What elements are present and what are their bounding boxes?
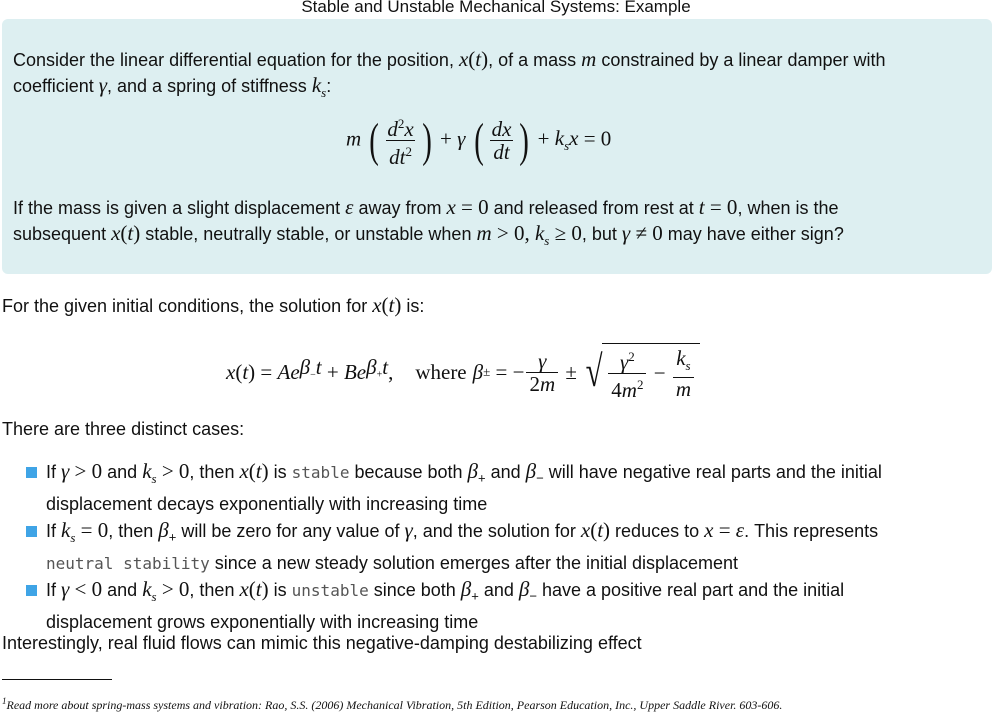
bullet-square-icon — [26, 526, 37, 537]
cases-heading: There are three distinct cases: — [2, 419, 245, 439]
cases-list — [26, 459, 956, 637]
question-line-2: subsequent x(t) stable, neutrally stable, or unstable when m > 0, $k_s \ge 0$, but γ ≠ 0 may have either sign? — [13, 221, 844, 249]
solution-intro: For the given initial conditions, the solution for x(t) is: — [2, 293, 425, 317]
list-item-neutral: If $k_s = 0$, then $\beta_+$ will be zero for any value of γ, and the solution for x(t) reduces to x = ε. This represents neutral stability since a new steady solution emerges after the initial displacement — [26, 518, 956, 576]
page-title: Stable and Unstable Mechanical Systems: Example — [301, 0, 691, 16]
closing-remark: Interestingly, real fluid flows can mimic this negative-damping destabilizing effect — [2, 633, 642, 653]
term-neutral-stability: neutral stability — [46, 553, 210, 573]
footnote-divider — [2, 679, 112, 680]
bullet-square-icon — [26, 467, 37, 478]
differential-equation: m ( $\frac{d^2x}{dt^2}$ ) + γ ( $\frac{dx}{dt}$ ) + $k_sx = 0$ — [346, 113, 612, 169]
list-item-unstable: If γ < 0 and $k_s > 0$, then x(t) is unstable since both $\beta_+$ and $\beta_-$ have a positive real part and the initial displacement grows exponentially with increasing time — [26, 577, 956, 635]
intro-line-2: coefficient γ, and a spring of stiffness $k_s$: — [13, 73, 332, 101]
term-stable: stable — [291, 463, 350, 482]
intro-line-1: Consider the linear differential equation for the position, x(t), of a mass m constrained by a linear damper with — [13, 47, 886, 71]
term-unstable: unstable — [291, 581, 369, 601]
bullet-square-icon — [26, 585, 37, 596]
list-item-stable: If γ > 0 and $k_s > 0$, then x(t) is stable because both $\beta_+$ and $\beta_-$ will have negative real parts and the initial displacement decays exponentially with increasing time — [26, 459, 956, 517]
footnote: $^1$Read more about spring-mass systems and vibration: Rao, S.S. (2006) Mechanical Vibration, 5th Edition, Pearson Education, Inc., Upper Saddle River. 603-606. — [2, 696, 783, 712]
solution-equation: x ( t ) = Ae $^{\beta_-t}$ + Be $^{\beta_+t}$ , where β ± = − $\frac{\gamma}{2m}$ ± √ $\frac{\gamma^2}{4m^2}$ − $\frac{k_s}{m}$ — [226, 343, 700, 401]
question-line-1: If the mass is given a slight displacement ε away from x = 0 and released from rest at t = 0, when is the — [13, 195, 839, 219]
